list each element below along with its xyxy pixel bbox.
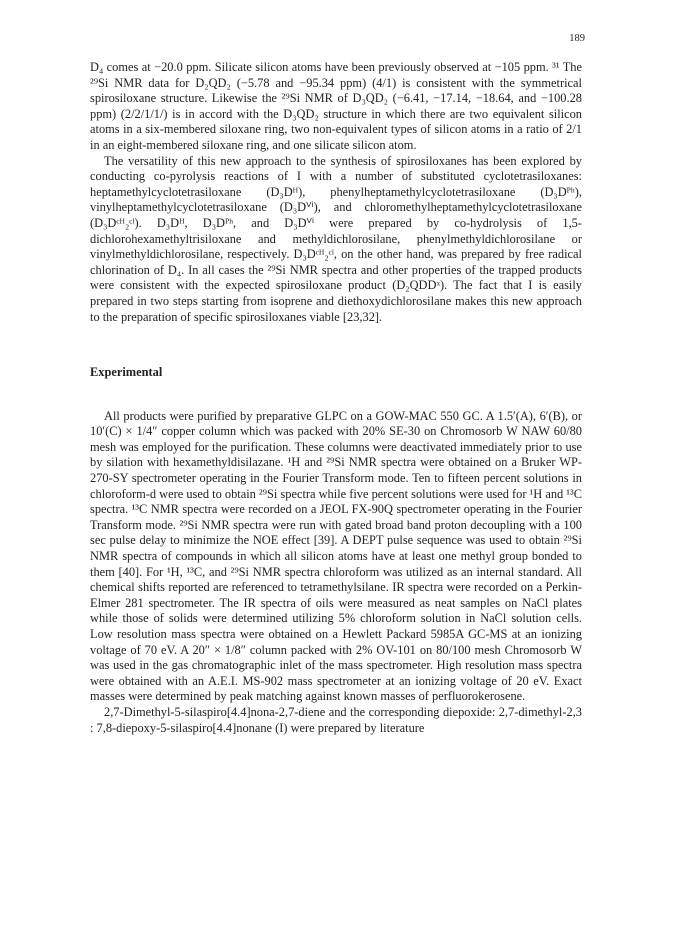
paragraph-preparation: 2,7-Dimethyl-5-silaspiro[4.4]nona-2,7-diene and the corresponding diepoxide: 2,7-dimethyl-2,3 : 7,8-diepoxy-5-silaspiro[4.4]nonane (I) were prepared by literature [90, 704, 582, 735]
section-heading-experimental: Experimental [90, 365, 163, 380]
paragraph-nmr-results: D₄ comes at −20.0 ppm. Silicate silicon atoms have been previously observed at −105 ppm. ³¹ The ²⁹Si NMR data for D₂QD₂ (−5.78 and −95.34 ppm) (4/1) is consistent with the symmetrical spirosiloxane structure. Likewise the ²⁹Si NMR of D₃QD₂ (−6.41, −17.14, −18.64, and −100.28 ppm) (2/2/1/1/) is in accord with the D₃QD₂ structure in which there are two equivalent silicon atoms in a six-membered siloxane ring, two non-equivalent types of silicon atoms in a ratio of 2/1 in an eight-membered siloxane ring, and one silicate silicon atom. [90, 60, 582, 152]
paragraph-experimental-methods: All products were purified by preparative GLPC on a GOW-MAC 550 GC. A 1.5′(A), 6′(B), or 10′(C) × 1/4″ copper column which was packed with 20% SE-30 on Chromosorb W NAW 60/80 mesh was employed for the purification. These columns were deactivated immediately prior to use by silation with hexamethyldisilazane. ¹H and ²⁹Si NMR spectra were obtained on a Bruker WP-270-SY spectrometer operating in the Fourier Transform mode. Ten to fifteen percent solutions in chloroform-d were used to obtain ²⁹Si spectra while five percent solutions were used for ¹H and ¹³C spectra. ¹³C NMR spectra were recorded on a JEOL FX-90Q spectrometer operating in the Fourier Transform mode. ²⁹Si NMR spectra were run with gated broad band proton decoupling with a 100 sec pulse delay to minimize the NOE effect [39]. A DEPT pulse sequence was used to obtain ²⁹Si NMR spectra of compounds in which all silicon atoms have at least one methyl group bonded to them [40]. For ¹H, ¹³C, and ²⁹Si NMR spectra chloroform was utilized as an internal standard. All chemical shifts reported are referenced to tetramethylsilane. IR spectra were recorded on a Perkin-Elmer 281 spectrometer. The IR spectra of oils were measured as neat samples on NaCl plates while those of solids were determined utilizing 5% chloroform solution in NaCl solution cells. Low resolution mass spectra were obtained on a Hewlett Packard 5985A GC-MS at an ionizing voltage of 70 eV. A 20″ × 1/8″ column packed with 2% OV-101 on 80/100 mesh Chromosorb W was used in the gas chromatographic inlet of the mass spectrometer. High resolution mass spectra were obtained with an A.E.I. MS-902 mass spectrometer at an ionizing voltage of 20 eV. Exact masses were determined by peak matching against known masses of perfluorokerosene. [90, 408, 582, 704]
paragraph-copyrolysis: The versatility of this new approach to the synthesis of spirosiloxanes has been explored by conducting co-pyrolysis reactions of I with a number of substituted cyclotetrasiloxanes: heptamethylcyclotetrasiloxane (D₃Dᴴ), phenylheptamethylcyclotetrasiloxane (D₃Dᴾʰ), vinylheptamethylcyclotetrasiloxane (D₃Dⱽⁱ), and chloromethylheptamethylcyclotetrasiloxane (D₃Dᶜᴴ₂ᶜˡ). D₃Dᴴ, D₃Dᴾʰ, and D₃Dⱽⁱ were prepared by co-hydrolysis of 1,5-dichlorohexamethyltrisiloxane and methyldichlorosilane, phenylmethyldichlorosilane or vinylmethyldichlorosilane, respectively. D₃Dᶜᴴ₂ᶜˡ, on the other hand, was prepared by free radical chlorination of D₄. In all cases the ²⁹Si NMR spectra and other properties of the trapped products were consistent with the expected spirosiloxane product (D₂QDDˣ). The fact that I is easily prepared in two steps starting from isoprene and diethoxydichlorosilane makes this new approach to the preparation of specific spirosiloxanes viable [23,32]. [90, 153, 582, 324]
body-text [90, 60, 582, 736]
page-number: 189 [569, 33, 585, 44]
